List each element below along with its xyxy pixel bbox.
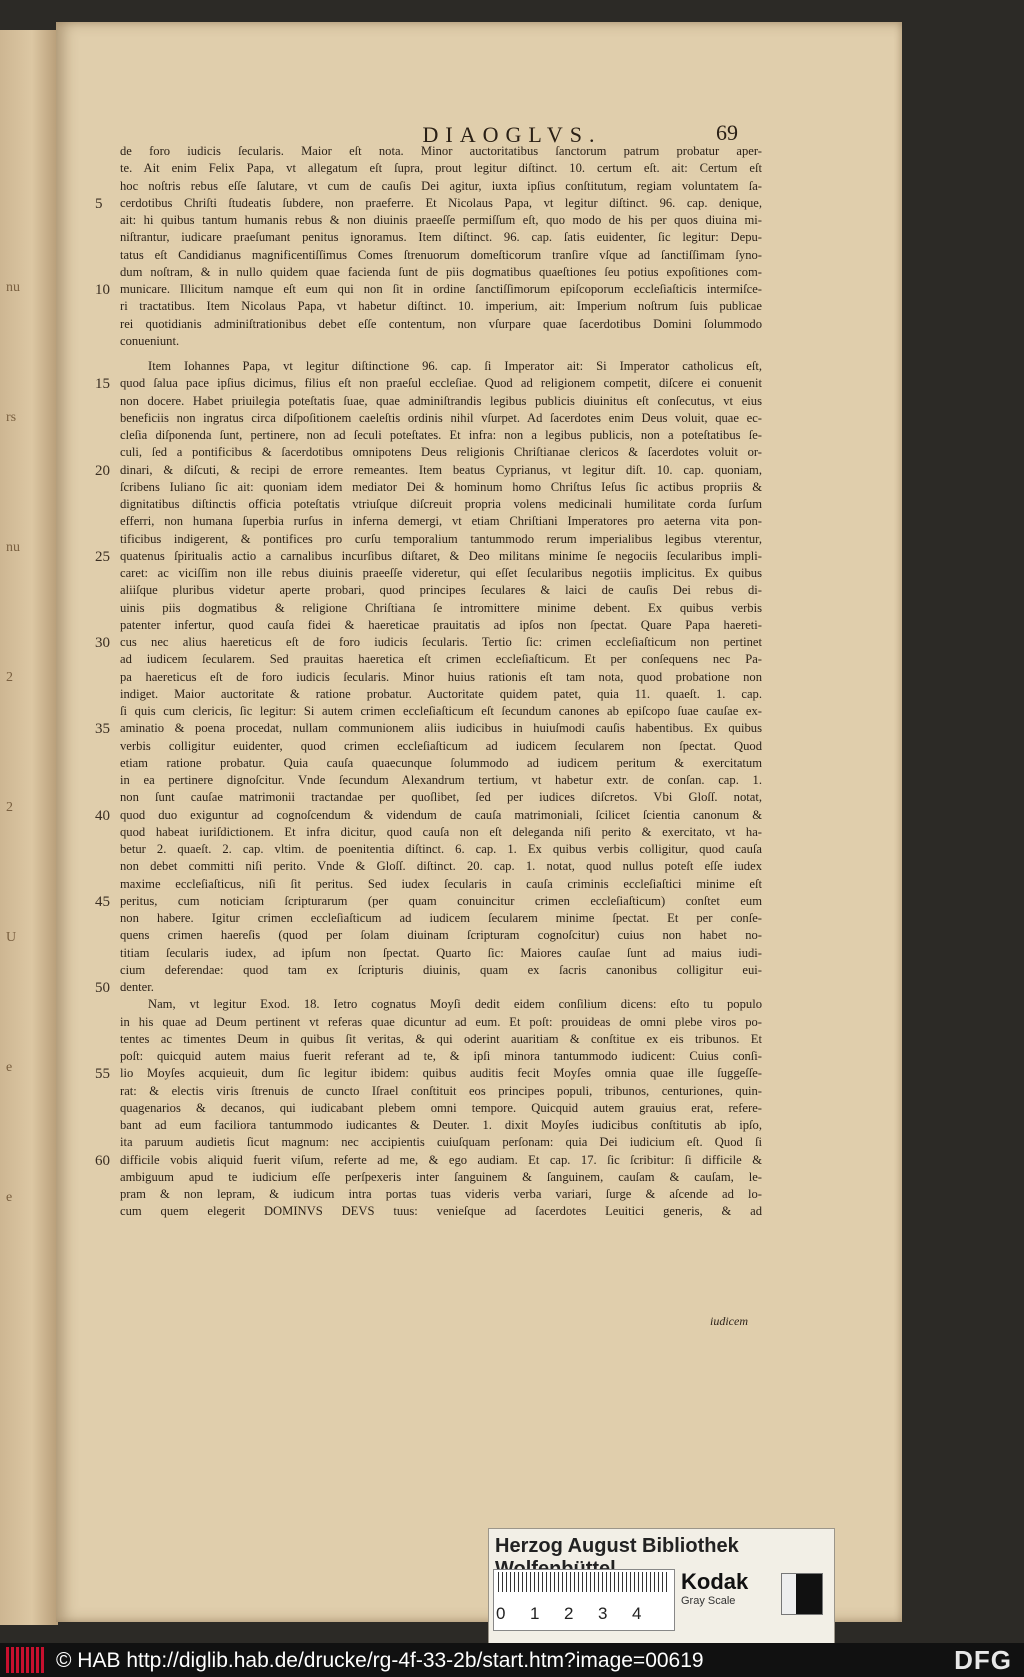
ruler-number: 3 bbox=[598, 1604, 608, 1623]
text-line: non habere. Igitur crimen eccleſiaſticum ad iudicem ſecularem minime ſpectat. Et per conſe- bbox=[120, 911, 762, 925]
ruler-number: 2 bbox=[564, 1604, 574, 1623]
text-line: quagenarios & decanos, qui iudicabant plebem omni tempore. Quicquid autem grauius erat, refere- bbox=[120, 1100, 762, 1115]
text-line: peritus, cum noticiam ſcripturarum (per quam conuincitur crimen eccleſiaſticum) conſtet eum bbox=[120, 893, 762, 908]
text-line: dum noſtram, & in nullo quidem quae facienda ſunt de piis dogmatibus quaeſtiones ſeu potius expoſitiones com- bbox=[120, 264, 762, 279]
text-line: ri tractatibus. Item Nicolaus Papa, vt habetur diſtinct. 10. imperium, ait: Imperium noſtrum ſuis publicae bbox=[120, 299, 762, 314]
text-line: ad iudicem ſecularem. Sed prauitas haeretica eſt crimen eccleſiaſticum. Et per conſequens nec Pa- bbox=[120, 652, 762, 667]
gray-patch bbox=[781, 1573, 823, 1615]
text-line: dignitatibus diſtinctis officia poteſtatis vtriuſque diſcreuit propria volens medicinali humilitate corda ſurſum bbox=[120, 497, 762, 511]
running-head: DIAOGLVS. bbox=[422, 122, 602, 147]
footer-bar bbox=[0, 1643, 1024, 1677]
line-number: 40 bbox=[95, 807, 110, 824]
text-line: cium deferendae: quod tam ex ſcripturis diuinis, quam ex ſacris canonibus colligitur eui- bbox=[120, 962, 762, 977]
left-margin-mark: e bbox=[6, 1060, 13, 1075]
text-line: quod ſalua pace ipſius dicimus, filius eſt non praeſul eccleſiae. Quod ad religionem competit, diſcere ei conuenit bbox=[120, 376, 762, 391]
text-line: cus nec alius haereticus eſt de foro iudicis ſecularis. Tertio ſic: crimen eccleſiaſticum non pertinet bbox=[120, 635, 762, 649]
ruler-number: 1 bbox=[530, 1604, 540, 1623]
hab-logo-icon bbox=[6, 1647, 46, 1673]
left-page-edge bbox=[0, 30, 58, 1625]
ruler-number: 0 bbox=[496, 1604, 506, 1623]
text-line: Item Iohannes Papa, vt legitur diſtinctione 96. cap. ſi Imperator ait: Si Imperator catholicus eſt, bbox=[148, 359, 762, 373]
ruler-ticks bbox=[498, 1572, 670, 1592]
text-line: poſt: quicquid autem maius fuerit referant ad te, & ipſi minora tantummodo iudicent: Cuius conſi- bbox=[120, 1049, 762, 1063]
text-line: caret: ac viciſſim non ille rebus diuinis praeeſſe videretur, qui eſſet ſecularibus negotiis implicitus. Ex quibus bbox=[120, 566, 762, 580]
ruler-scale bbox=[493, 1569, 675, 1631]
text-line: hoc noſtris rebus eſſe ſalutare, vt cum de cauſis Dei agitur, iuxta ipſius conſtitutum, regiam voluntatem ſa- bbox=[120, 178, 762, 193]
text-line: quod duo exiguntur ad cognoſcendum & videndum de cauſa matrimoniali, ſcilicet ſcientia canonum & bbox=[120, 807, 762, 822]
text-line: ait: hi quibus tantum humanis rebus & non diuinis praeeſſe permiſſum eſt, quo modo de his per quos diuina mi- bbox=[120, 213, 762, 227]
text-line: quens crimen haereſis (quod per ſolam diuinam ſcripturam cognoſcitur) cuius non habet no- bbox=[120, 928, 762, 943]
text-line: efferri, non humana ſuperbia rurſus in inferna demergi, vt etiam Chriſtiani Imperatores pro aeterna vita pon- bbox=[120, 514, 762, 529]
text-line: aliiſque pluribus videtur aperte probari, quod principes ſeculares & laici de cauſis Dei rebus di- bbox=[120, 583, 762, 598]
line-number: 25 bbox=[95, 548, 110, 565]
text-line: uinis piis dogmatibus & religione Chriſtiana ſe intromittere minime debent. Ex quibus verbis bbox=[120, 600, 762, 615]
catchword: iudicem bbox=[710, 1314, 748, 1328]
text-line: difficile vobis aliquid fuerit viſum, referte ad me, & ego audiam. Et cap. 17. ſic ſcribitur: ſi difficile & bbox=[120, 1152, 762, 1167]
text-line: bant ad eum faciliora tantummodo iudicantes & Deuter. 1. dixit Moyſes iudicibus conſtitutis ab ipſo, bbox=[120, 1118, 762, 1132]
text-line bbox=[120, 350, 762, 358]
text-line: patenter infertur, quod cauſa fidei & haereticae prauitatis ad ipſos non ſpectat. Quare Papa haereti- bbox=[120, 617, 762, 632]
text-line: pram & non lepram, & iudicum intra portas tuas videris verba variari, ſurge & aſcende ad lo- bbox=[120, 1187, 762, 1201]
text-line: denter. bbox=[120, 980, 154, 994]
text-line: culi, ſed a pontificibus & ſacerdotibus omnipotens Deus religionis Chriſtianae clericos & ſacerdotes voluit or- bbox=[120, 445, 762, 460]
left-margin-mark: nu bbox=[6, 540, 20, 555]
text-line: titiam ſecularis iudex, ad ipſum non ſpectat. Quarto ſic: Maiores cauſae ſunt ad maius iudi- bbox=[120, 945, 762, 960]
kodak-gray-scale bbox=[681, 1569, 781, 1629]
text-line: indiget. Maior auctoritate & ratione probatur. Auctoritate quidem patet, quia 11. quaeſt. 1. cap. bbox=[120, 686, 762, 701]
left-margin-mark: 2 bbox=[6, 670, 13, 685]
line-number: 55 bbox=[95, 1066, 110, 1083]
text-line: lio Moyſes acquieuit, dum ſic legitur ibidem: quibus auditis fecit Moyſes omnia quae ille ſuggeſſe- bbox=[120, 1066, 762, 1081]
kodak-logo: Kodak bbox=[681, 1569, 749, 1594]
line-number: 5 bbox=[95, 195, 103, 212]
left-margin-mark: nu bbox=[6, 280, 20, 295]
line-number: 50 bbox=[95, 980, 110, 996]
text-line: cleſia diſponenda ſunt, pertinere, non ad ſeculi poteſtates. Et infra: non a legibus publicis, non a poteſtatibus ſe- bbox=[120, 428, 762, 442]
text-line: niſtrantur, iudicare praeſumant penitus ignoramus. Item diſtinct. 96. cap. ſatis euidenter, ſic legitur: Depu- bbox=[120, 230, 762, 245]
text-line: cerdotibus Chriſti ſtudeatis ſubdere, non praeferre. Et Nicolaus Papa, vt legitur diſtinct. 96. cap. denique, bbox=[120, 195, 762, 210]
text-line: tificibus indigerent, & pontifices pro curſu temporalium tantummodo rerum imperialibus legibus vterentur, bbox=[120, 531, 762, 546]
text-line: ambiguum apud te iudicium eſſe perſpexeris inter ſanguinem & ſanguinem, cauſam & cauſam, le- bbox=[120, 1169, 762, 1184]
text-line: pa haereticus eſt de foro iudicis ſecularis. Minor huius rationis eſt tam nota, quod probatione non bbox=[120, 669, 762, 684]
dfg-logo: DFG bbox=[954, 1645, 1012, 1675]
left-margin-mark: 2 bbox=[6, 800, 13, 815]
text-line: rei quotidianis adminiſtrationibus debet eſſe contentum, non vſurpare quae ſacerdotibus Domini ſolummodo bbox=[120, 316, 762, 331]
text-line: verbis colligitur euidenter, quod crimen eccleſiaſticum ad iudicem ſecularem non ſpectat. Quod bbox=[120, 738, 762, 753]
left-margin-mark: e bbox=[6, 1190, 13, 1205]
text-line: tentes ac timentes Deum in quibus ſit veritas, & qui oderint auaritiam & conſtitue ex eis tribunos. Et bbox=[120, 1031, 762, 1046]
text-line: dinari, & diſcuti, & recipi de errore remeantes. Item beatus Cyprianus, vt legitur diſt. 10. cap. quoniam, bbox=[120, 462, 762, 477]
text-line: de foro iudicis ſecularis. Maior eſt nota. Minor auctoritatibus ſanctorum patrum probatur aper- bbox=[120, 144, 762, 158]
line-number: 60 bbox=[95, 1152, 110, 1169]
text-line: ſi quis cum clericis, ſic legitur: Si autem crimen eccleſiaſticum eſt ſecundum canones ab epiſcopo ſuae cauſae ex- bbox=[120, 704, 762, 718]
text-line: non docere. Habet priuilegia poteſtatis ſuae, quae adminiſtrandis legibus publicis diuinitus eſt conſecutus, vt eius bbox=[120, 393, 762, 408]
kodak-subtitle: Gray Scale bbox=[681, 1595, 736, 1607]
text-line: Nam, vt legitur Exod. 18. Ietro cognatus Moyſi dedit eidem conſilium dicens: eſto tu populo bbox=[148, 997, 762, 1012]
library-name: Herzog August Bibliothek bbox=[495, 1535, 739, 1557]
line-number: 15 bbox=[95, 376, 110, 393]
line-number: 20 bbox=[95, 462, 110, 479]
text-line: ſcribens Iuliano ſic ait: quoniam idem mediator Dei & hominum homo Chriſtus Ieſus ſic actibus propriis & bbox=[120, 479, 762, 494]
line-number: 10 bbox=[95, 282, 110, 298]
library-color-target bbox=[488, 1528, 835, 1654]
text-line: betur 2. quaeſt. 2. cap. vltim. de poenitentia diſtinct. 6. cap. 1. Ex quibus verbis colligitur, quod cauſa bbox=[120, 842, 762, 856]
ruler-numbers bbox=[496, 1604, 672, 1624]
text-line: municare. Illicitum namque eſt eum qui non ſit in ordine ſanctiſſimorum epiſcoporum eccleſiaſticis intermiſce- bbox=[120, 282, 762, 296]
footer-url[interactable]: © HAB http://diglib.hab.de/drucke/rg-4f-33-2b/start.htm?image=00619 bbox=[56, 1649, 704, 1672]
text-line: etiam ratione probatur. Quia cauſa quaecunque ſolummodo ad iudicem peritum & exercitatum bbox=[120, 755, 762, 770]
text-line: quatenus ſpiritualis actio a carnalibus incurſibus diſtaret, & Deo militans minime ſe negociis ſecularibus impli- bbox=[120, 548, 762, 563]
text-line: rat: & electis viris ſtrenuis de cuncto Iſrael conſtituit eos principes populi, tribunos, centuriones, quin- bbox=[120, 1083, 762, 1098]
text-line: ita paruum audietis ſicut magnum: nec accipientis cuiuſquam perſonam: quia Dei iudicium eſt. Quod ſi bbox=[120, 1135, 762, 1150]
text-line: in his quae ad Deum pertinent vt referas quae dicuntur ad eum. Et poſt: prouideas de omni plebe viros po- bbox=[120, 1014, 762, 1029]
text-line: te. Ait enim Felix Papa, vt allegatum eſt ſupra, prout legitur diſtinct. 10. certum eſt. ait: Certum eſt bbox=[120, 161, 762, 176]
text-line: maxime eccleſiaſticus, niſi ſit peritus. Sed iudex ſecularis in cauſa criminis eccleſiaſtici minime eſt bbox=[120, 876, 762, 891]
text-line: quod habeat iuriſdictionem. Et infra dicitur, quod cauſa non eſt deleganda niſi perito & exercitato, vt ha- bbox=[120, 824, 762, 839]
line-number: 30 bbox=[95, 635, 110, 651]
text-line: aminatio & poena procedat, nullam communionem aliis iudicibus in huiuſmodi cauſis habentibus. Ex quibus bbox=[120, 721, 762, 736]
text-line: non debet committi niſi perito. Vnde & Gloſſ. diſtinct. 20. cap. 1. notat, quod nullus poteſt eſſe iudex bbox=[120, 859, 762, 874]
body-text bbox=[120, 143, 762, 1221]
text-line: cum quem elegerit DOMINVS DEVS tuus: venieſque ad ſacerdotes Leuitici generis, & ad bbox=[120, 1204, 762, 1219]
left-margin-mark: U bbox=[6, 930, 17, 945]
line-number: 35 bbox=[95, 721, 110, 738]
text-line: in ea pertinere dignoſcitur. Vnde ſecundum Alexandrum tertium, vt habetur extr. de conſan. cap. 1. bbox=[120, 773, 762, 787]
text-line: beneficiis non ingratus circa diſpoſitionem caeleſtis ordinis nihil vſurpet. Ad ſacerdotes enim Deus voluit, quae ec- bbox=[120, 410, 762, 425]
folio-number: 69 bbox=[716, 120, 738, 145]
text-line: non ſunt cauſae matrimonii tractandae per quoſlibet, ſed per iudices diſcretos. Vbi Gloſſ. notat, bbox=[120, 790, 762, 805]
left-margin-mark: rs bbox=[6, 410, 17, 425]
text-line: conueniunt. bbox=[120, 333, 180, 348]
ruler-number: 4 bbox=[632, 1604, 642, 1623]
text-line: tatus eſt Candidianus magnificentiſſimus Comes ſtrenuorum domeſticorum tranſire vſque ad ſanctiſſimam ſyno- bbox=[120, 247, 762, 262]
line-number: 45 bbox=[95, 893, 110, 910]
